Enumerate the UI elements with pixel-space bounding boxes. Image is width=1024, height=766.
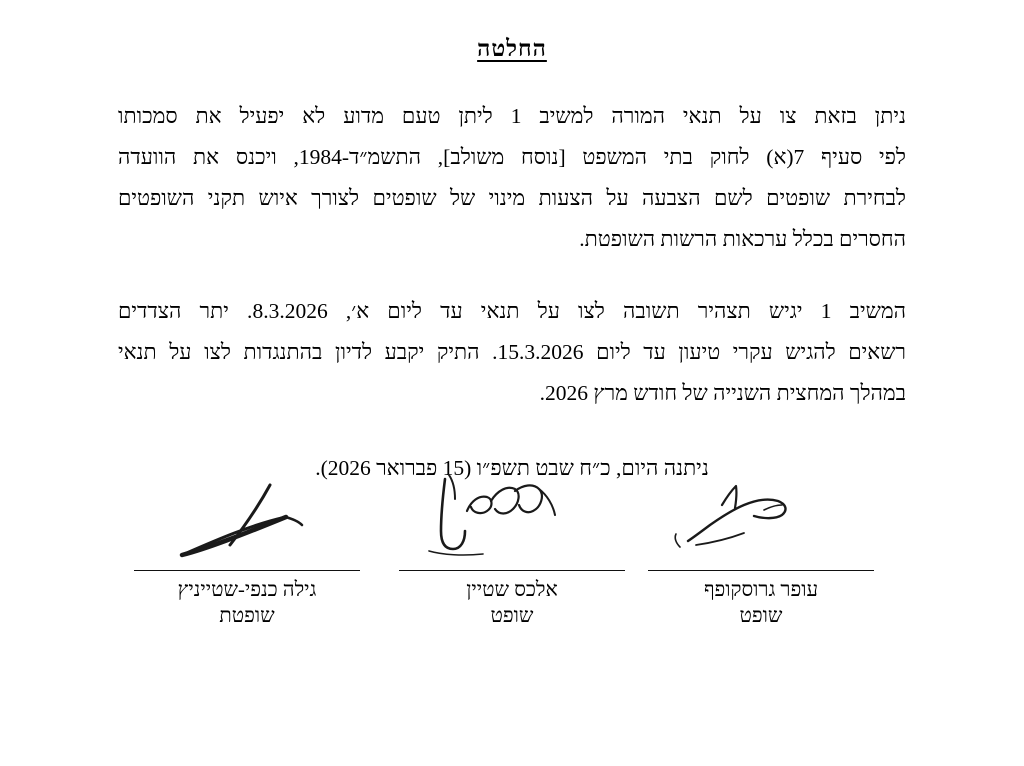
paragraph-line: החסרים בכלל ערכאות הרשות השופטת. [579, 227, 906, 251]
signature-role: שופט [739, 605, 783, 627]
signature-name: עופר גרוסקופף [703, 579, 819, 601]
signature-role: שופטת [219, 605, 275, 627]
given-date-line: ניתנה היום, כ״ח שבט תשפ״ו (15 פברואר 2026). [315, 456, 709, 480]
decision-paragraph-1 [118, 96, 906, 260]
decision-paragraph-2 [118, 291, 906, 414]
signature-block-center [387, 455, 637, 629]
signature-block-right [636, 455, 886, 629]
signature-ink-icon [122, 455, 372, 570]
paragraph-line: במהלך המחצית השנייה של חודש מרץ 2026. [539, 381, 906, 405]
paragraph-line: רשאים להגיש עקרי טיעון עד ליום 15.3.2026. התיק יקבע לדיון בהתנגדות לצו על תנאי [118, 340, 906, 364]
paragraph-line: ניתן בזאת צו על תנאי המורה למשיב 1 ליתן טעם מדוע לא יפעיל את סמכותו [118, 104, 906, 128]
signature-name: גילה כנפי-שטייניץ [177, 579, 317, 601]
signature-role: שופט [490, 605, 534, 627]
signature-ink-icon [636, 455, 886, 570]
signature-rule [134, 570, 360, 571]
signature-rule [648, 570, 874, 571]
signature-area [0, 455, 1024, 655]
signature-ink-icon [387, 455, 637, 570]
paragraph-line: לפי סעיף 7(א) לחוק בתי המשפט [נוסח משולב], התשמ״ד-1984, ויכנס את הוועדה [118, 145, 906, 169]
paragraph-line: לבחירת שופטים לשם הצבעה על הצעות מינוי של שופטים לצורך איוש תקני השופטים [118, 186, 906, 210]
signature-block-left [122, 455, 372, 629]
signature-name: אלכס שטיין [466, 579, 558, 601]
page-title: החלטה [477, 36, 547, 61]
paragraph-line: המשיב 1 יגיש תצהיר תשובה לצו על תנאי עד ליום א׳, 8.3.2026. יתר הצדדים [118, 299, 906, 323]
signature-rule [399, 570, 625, 571]
